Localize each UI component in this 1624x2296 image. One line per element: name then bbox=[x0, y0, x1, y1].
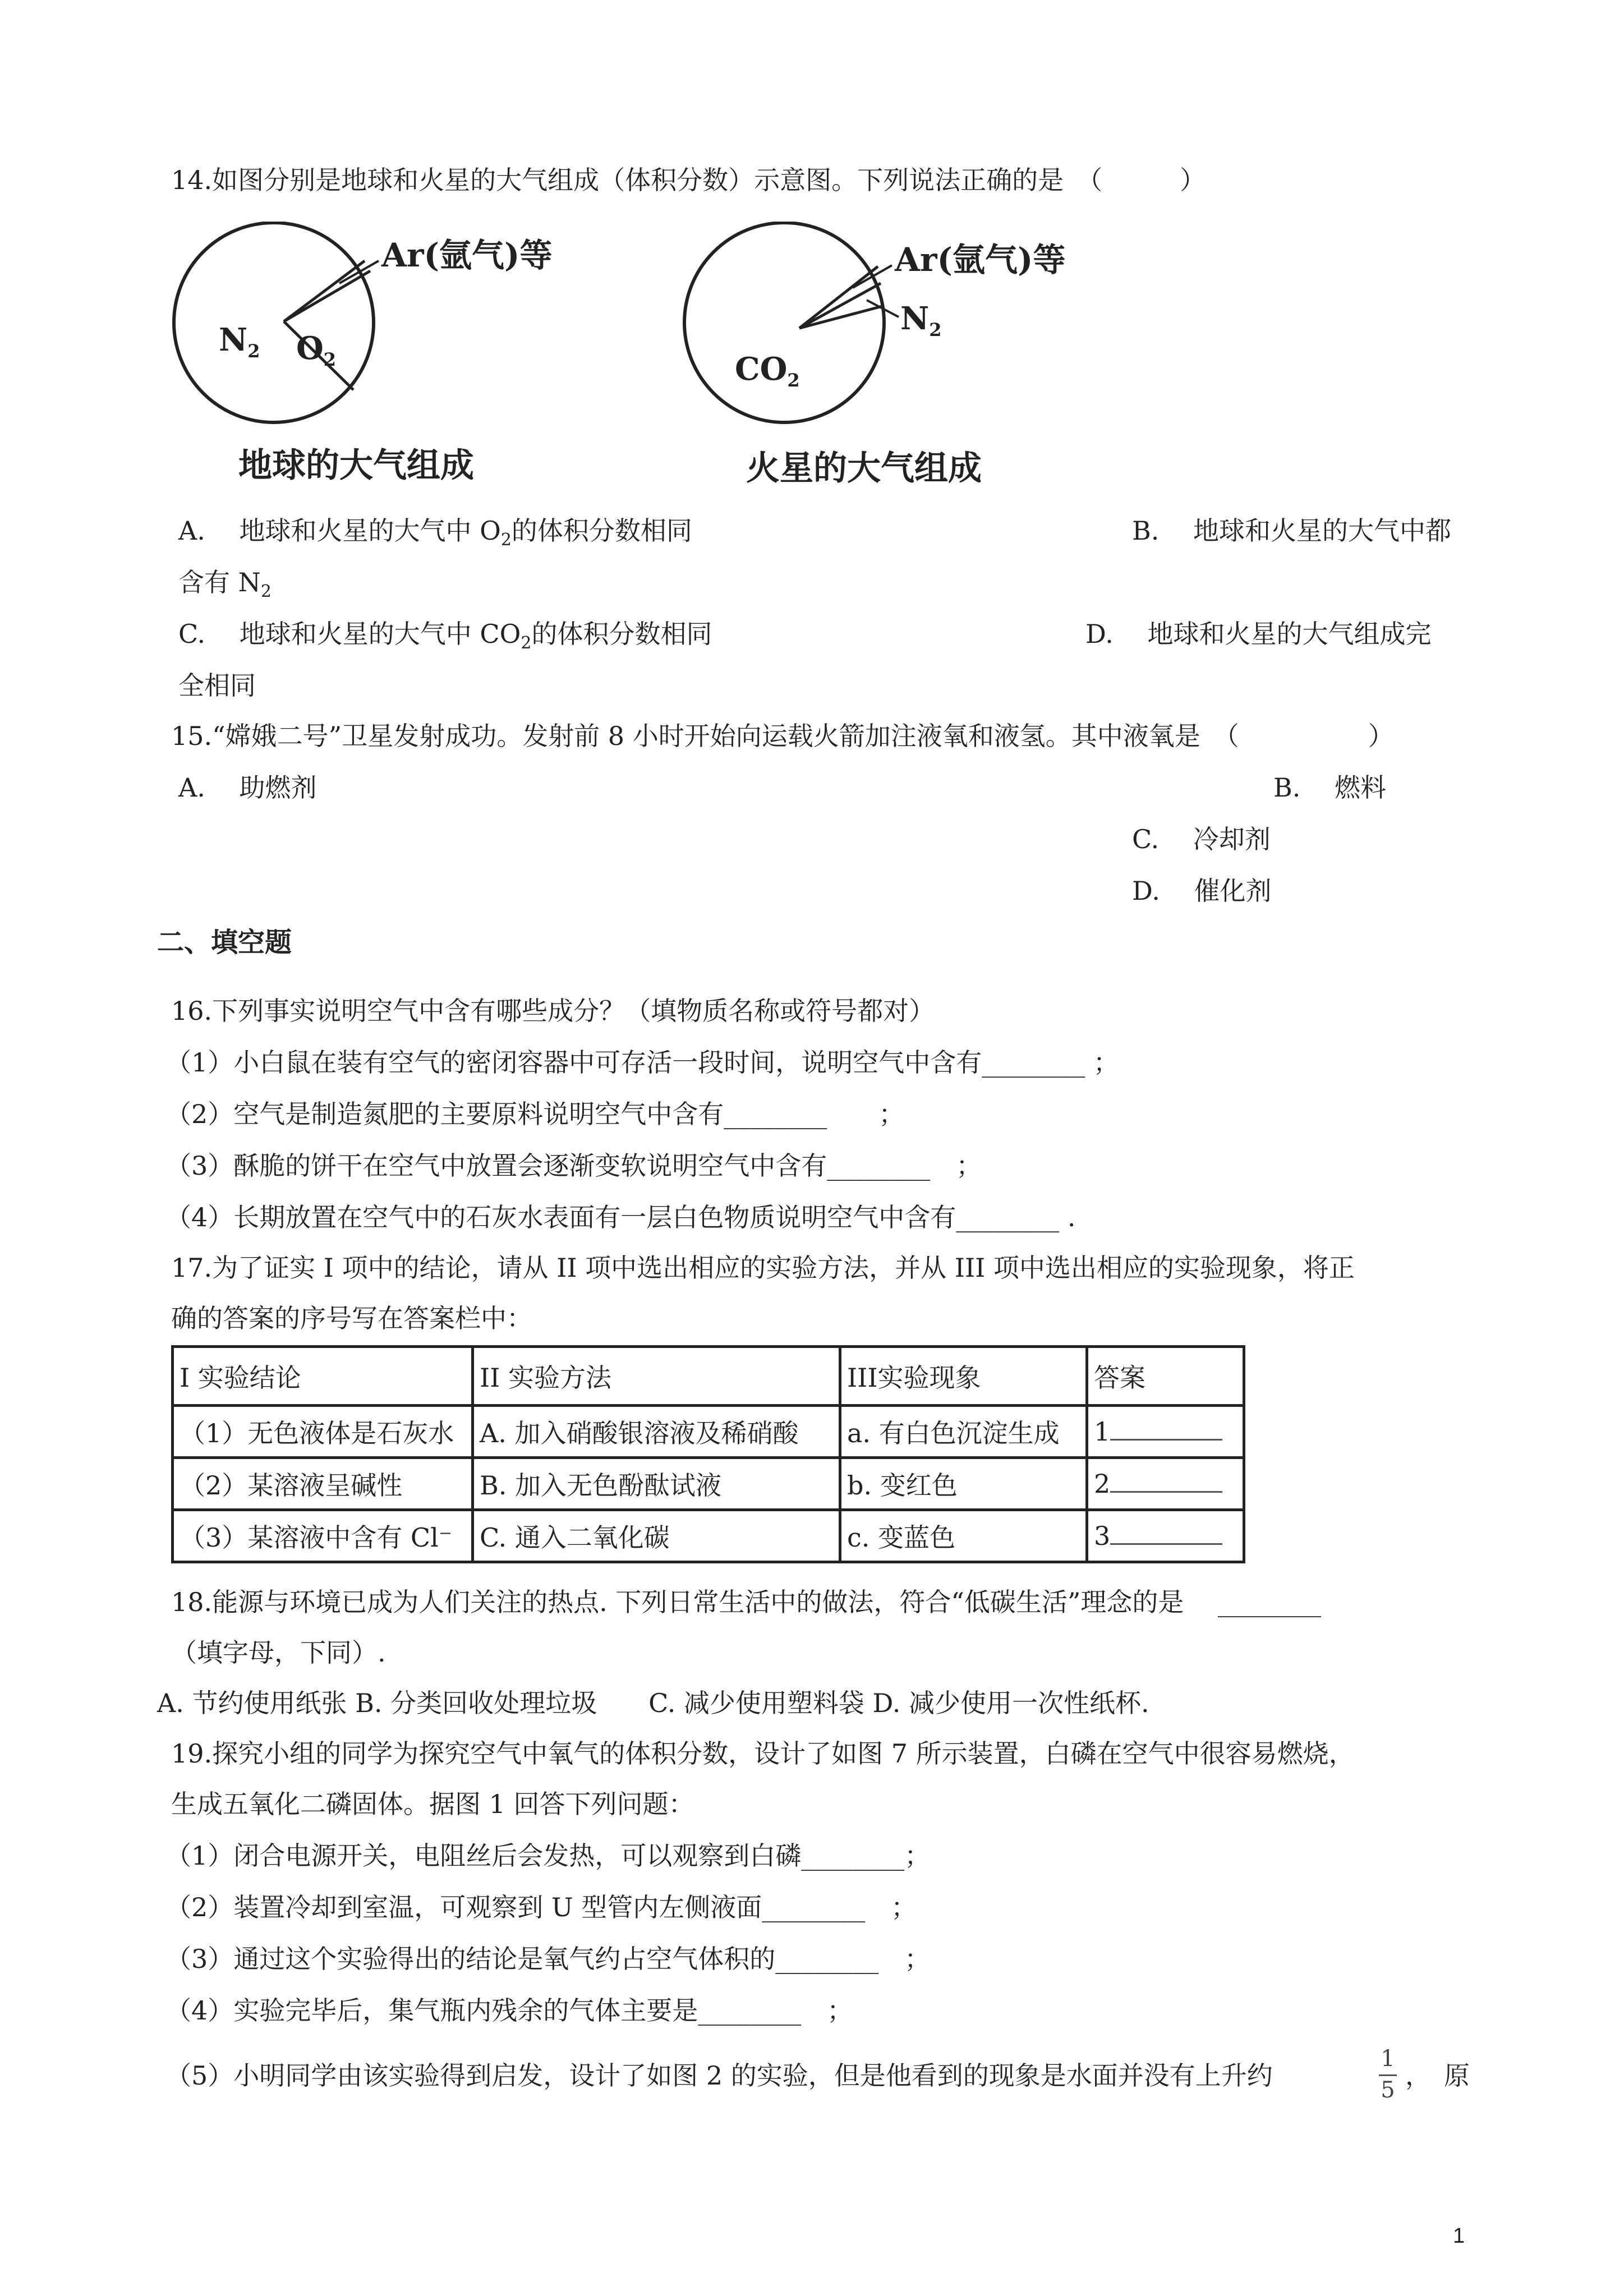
q14-stem: 14.如图分别是地球和火星的大气组成（体积分数）示意图。下列说法正确的是 （ ） bbox=[171, 165, 1206, 195]
answer-cell[interactable]: 3 bbox=[1087, 1510, 1244, 1562]
q15-option-b: B. 燃料 bbox=[1273, 772, 1387, 803]
table-row bbox=[173, 1406, 1244, 1458]
fraction-bar bbox=[1379, 2074, 1397, 2076]
table-header: I 实验结论 bbox=[173, 1347, 473, 1406]
q18-stem-cont: （填字母，下同）. bbox=[171, 1637, 386, 1668]
table-header: II 实验方法 bbox=[473, 1347, 840, 1406]
q14-option-b-cont: 含有 $N_2$ bbox=[178, 567, 272, 601]
q16-item-4: （4）长期放置在空气中的石灰水表面有一层白色物质说明空气中含有________ . bbox=[165, 1202, 1076, 1232]
mars-circle bbox=[684, 223, 884, 422]
earth-caption: 地球的大气组成 bbox=[238, 446, 474, 485]
answer-blank[interactable] bbox=[1110, 1469, 1222, 1493]
table-cell: C. 通入二氧化碳 bbox=[473, 1510, 840, 1562]
earth-slice-line-ar1 bbox=[284, 261, 365, 321]
q16-stem: 16.下列事实说明空气中含有哪些成分？（填物质名称或符号都对） bbox=[171, 996, 935, 1026]
table-cell: （2）某溶液呈碱性 bbox=[173, 1458, 473, 1510]
answer-cell[interactable]: 2 bbox=[1087, 1458, 1244, 1510]
q16-item-3: （3）酥脆的饼干在空气中放置会逐渐变软说明空气中含有________ ； bbox=[165, 1151, 982, 1181]
page-number: 1 bbox=[1453, 2224, 1465, 2248]
q16-item-1: （1）小白鼠在装有空气的密闭容器中可存活一段时间，说明空气中含有________ ； bbox=[165, 1047, 1119, 1078]
q14-option-a: A. 地球和火星的大气中 $O_2$的体积分数相同 bbox=[178, 516, 692, 550]
table-row bbox=[173, 1510, 1244, 1562]
earth-n2-label: $N_2$ bbox=[219, 321, 260, 362]
q19-item-5: （5）小明同学由该实验得到启发，设计了如图 2 的实验，但是他看到的现象是水面并没有上升约 bbox=[165, 2060, 1273, 2091]
q19-item-4: （4）实验完毕后，集气瓶内残余的气体主要是________ ； bbox=[165, 1995, 853, 2026]
earth-ar-label: Ar(氩气)等 bbox=[381, 236, 553, 274]
table-header: 答案 bbox=[1087, 1347, 1244, 1406]
q19-item-5-tail: ， 原 bbox=[1405, 2060, 1470, 2091]
q15-option-c: C. 冷却剂 bbox=[1132, 824, 1271, 854]
answer-blank[interactable] bbox=[1110, 1521, 1222, 1545]
q15-option-a: A. 助燃剂 bbox=[178, 772, 317, 803]
fraction-denominator: 5 bbox=[1381, 2077, 1395, 2103]
earth-circle bbox=[174, 223, 374, 422]
q19-stem-line1: 19.探究小组的同学为探究空气中氧气的体积分数，设计了如图 7 所示装置，白磷在空气中很容易燃烧， bbox=[171, 1738, 1355, 1769]
mars-slice-line-2 bbox=[799, 283, 881, 328]
table-header-row bbox=[173, 1347, 1244, 1406]
q18-options: A. 节约使用纸张 B. 分类回收处理垃圾 C. 减少使用塑料袋 D. 减少使用一次性纸杯. bbox=[157, 1688, 1149, 1718]
table-cell: （3）某溶液中含有 Cl⁻ bbox=[173, 1510, 473, 1562]
earth-o2-label: $O_2$ bbox=[296, 330, 337, 370]
mars-n2-label: $N_2$ bbox=[900, 300, 942, 341]
table-cell: B. 加入无色酚酞试液 bbox=[473, 1458, 840, 1510]
q19-fraction bbox=[1375, 2045, 1400, 2105]
mars-caption: 火星的大气组成 bbox=[746, 449, 982, 488]
answer-blank[interactable] bbox=[1110, 1416, 1222, 1441]
q17-stem-line1: 17.为了证实 I 项中的结论，请从 II 项中选出相应的实验方法，并从 III 项中选出相应的实验现象，将正 bbox=[171, 1253, 1355, 1283]
q15-stem: 15.“嫦娥二号”卫星发射成功。发射前 8 小时开始向运载火箭加注液氧和液氢。其中液氧是 （ ） bbox=[171, 721, 1394, 751]
q19-item-1: （1）闭合电源开关，电阻丝后会发热，可以观察到白磷________； bbox=[165, 1841, 931, 1871]
mars-co2-label: $CO_2$ bbox=[735, 351, 800, 391]
table-cell: A. 加入硝酸银溶液及稀硝酸 bbox=[473, 1406, 840, 1458]
q17-stem-line2: 确的答案的序号写在答案栏中： bbox=[171, 1303, 532, 1333]
table-cell: b. 变红色 bbox=[840, 1458, 1087, 1510]
q14-option-c: C. 地球和火星的大气中 $CO_2$的体积分数相同 bbox=[178, 619, 712, 653]
mars-atmosphere-diagram bbox=[679, 222, 1105, 502]
q16-item-2: （2）空气是制造氮肥的主要原料说明空气中含有________ ； bbox=[165, 1099, 905, 1129]
q19-item-3: （3）通过这个实验得出的结论是氧气约占空气体积的________ ； bbox=[165, 1944, 931, 1974]
q14-option-d: D. 地球和火星的大气组成完 bbox=[1085, 619, 1432, 649]
q18-stem: 18.能源与环境已成为人们关注的热点. 下列日常生活中的做法，符合“低碳生活”理念的是 ________ bbox=[171, 1587, 1322, 1617]
q15-option-d: D. 催化剂 bbox=[1132, 876, 1272, 906]
q19-stem-line2: 生成五氧化二磷固体。据图 1 回答下列问题： bbox=[171, 1789, 694, 1819]
mars-ar-label: Ar(氩气)等 bbox=[895, 241, 1066, 279]
answer-cell[interactable]: 1 bbox=[1087, 1406, 1244, 1458]
fraction-numerator: 1 bbox=[1381, 2046, 1395, 2072]
table-row bbox=[173, 1458, 1244, 1510]
table-cell: （1）无色液体是石灰水 bbox=[173, 1406, 473, 1458]
q17-experiment-table bbox=[171, 1345, 1245, 1563]
section-fill-in-blanks-title: 二、填空题 bbox=[157, 927, 292, 958]
q14-option-d-cont: 全相同 bbox=[178, 670, 256, 701]
table-cell: a. 有白色沉淀生成 bbox=[840, 1406, 1087, 1458]
table-header: III实验现象 bbox=[840, 1347, 1087, 1406]
q19-item-2: （2）装置冷却到室温，可观察到 U 型管内左侧液面________ ； bbox=[165, 1892, 917, 1922]
mars-ar-pointer bbox=[853, 265, 892, 288]
earth-slice-line-ar2 bbox=[284, 271, 370, 321]
table-cell: c. 变蓝色 bbox=[840, 1510, 1087, 1562]
q14-option-b: B. 地球和火星的大气中都 bbox=[1132, 516, 1452, 546]
earth-atmosphere-diagram bbox=[168, 222, 572, 502]
